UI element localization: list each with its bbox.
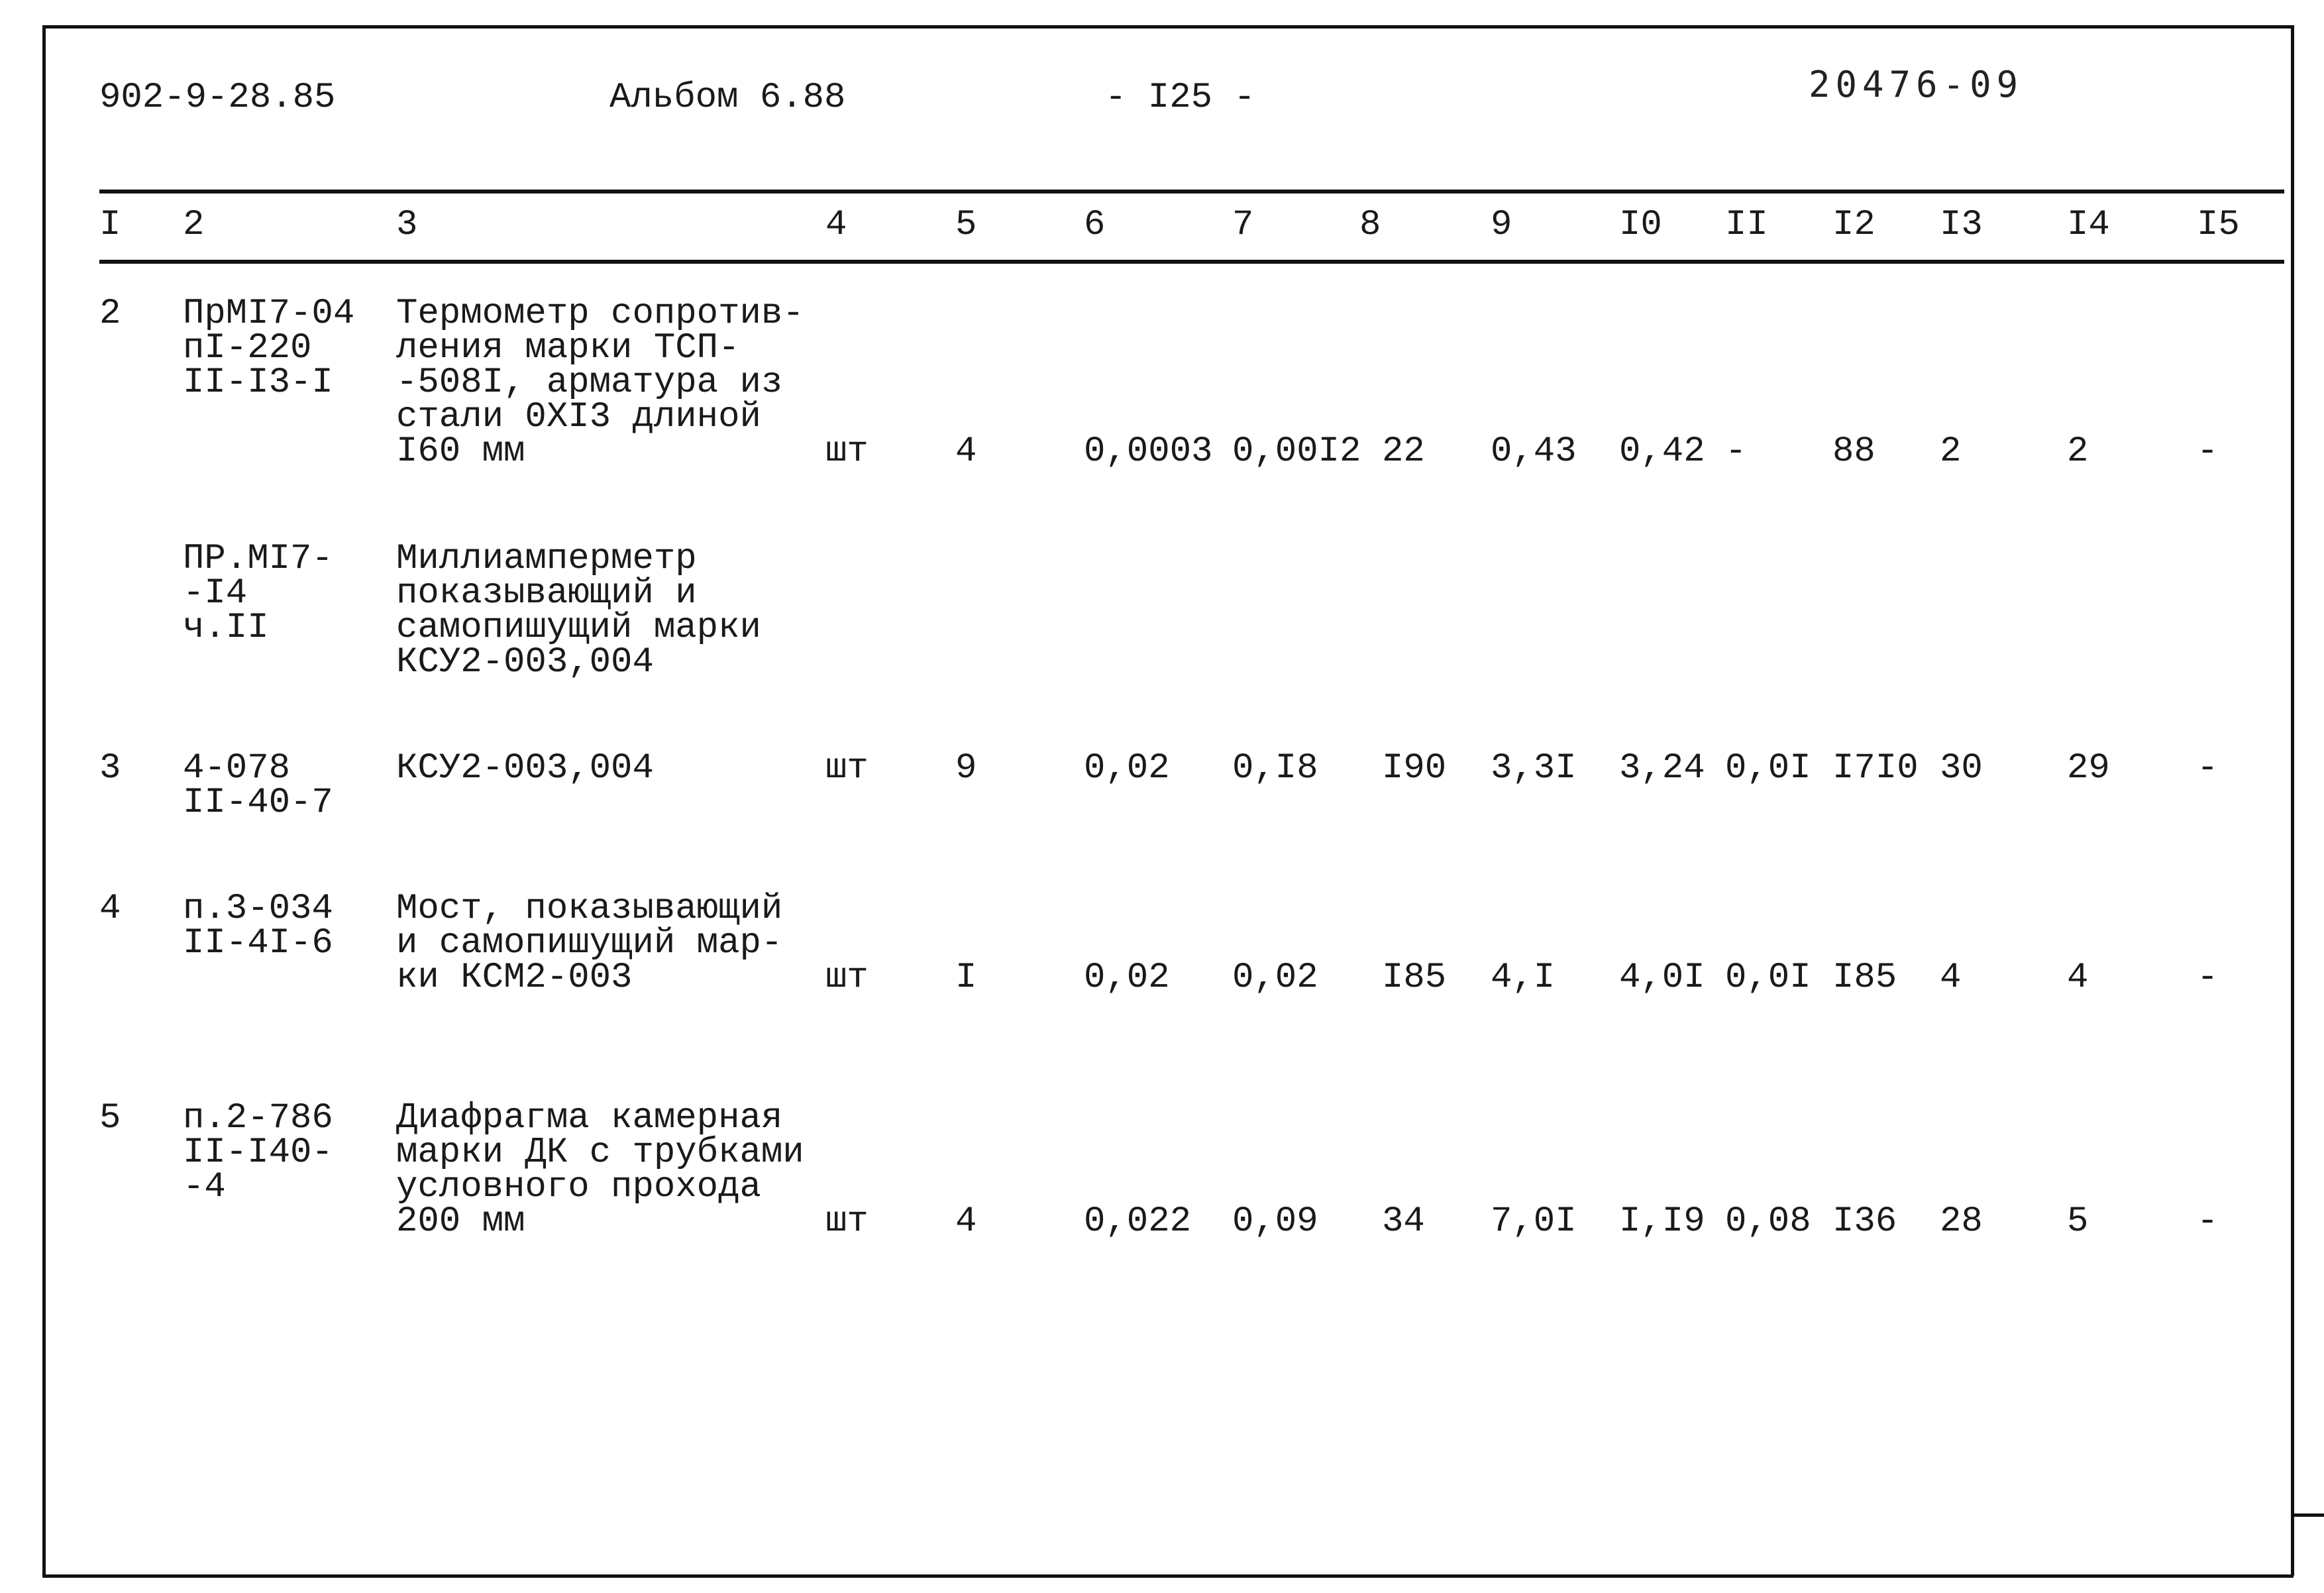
row-position: 3 (99, 748, 121, 789)
row-col-7: 0,02 (1232, 958, 1318, 998)
row-description-line: марки ДК с трубками (396, 1132, 804, 1173)
row-description-line: Термометр сопротив- (396, 294, 804, 334)
column-header-2: 2 (183, 205, 205, 245)
row-quantity: 4 (955, 431, 977, 472)
row-col-15: - (2197, 1201, 2219, 1242)
row-col-10: 3,24 (1619, 748, 1705, 789)
row-description (396, 294, 804, 472)
row-col-13: 4 (1940, 958, 1962, 998)
column-header-7: 7 (1232, 205, 1254, 245)
row-col-12: I36 (1832, 1201, 1897, 1242)
row-col-8: I85 (1382, 958, 1447, 998)
column-header-15: I5 (2197, 205, 2240, 245)
column-header-5: 5 (955, 205, 977, 245)
row-col-7: 0,I8 (1232, 748, 1318, 789)
frame-border-left (42, 25, 46, 1576)
row-col-8: I90 (1382, 748, 1447, 789)
row-unit: шт (825, 748, 869, 789)
row-reference (183, 1098, 333, 1207)
row-position: 2 (99, 294, 121, 334)
row-col-10: 0,42 (1619, 431, 1705, 472)
row-description-line: условного прохода (396, 1167, 761, 1207)
row-reference-line: пI-220 (183, 328, 312, 368)
row-col-6: 0,0003 (1084, 431, 1213, 472)
frame-border-top (42, 25, 2294, 28)
column-header-11: II (1725, 205, 1768, 245)
row-reference-line: 4-078 (183, 748, 291, 789)
row-col-13: 28 (1940, 1201, 1983, 1242)
column-header-10: I0 (1619, 205, 1662, 245)
row-col-11: 0,08 (1725, 1201, 1811, 1242)
row-description-line: КСУ2-003,004 (396, 642, 654, 683)
row-quantity: 9 (955, 748, 977, 789)
row-col-7: 0,00I2 (1232, 431, 1361, 472)
row-col-14: 2 (2067, 431, 2089, 472)
row-position: 4 (99, 889, 121, 929)
row-col-9: 4,I (1491, 958, 1556, 998)
row-col-10: I,I9 (1619, 1201, 1705, 1242)
row-unit: шт (825, 958, 869, 998)
table-rule-top (99, 190, 2284, 193)
row-reference-line: -I4 (183, 573, 248, 614)
row-description-line: КСУ2-003,004 (396, 748, 654, 789)
row-col-6: 0,022 (1084, 1201, 1192, 1242)
row-col-9: 0,43 (1491, 431, 1577, 472)
document-code: 902-9-28.85 (99, 78, 336, 118)
row-unit: шт (825, 1201, 869, 1242)
row-col-15: - (2197, 958, 2219, 998)
column-header-12: I2 (1832, 205, 1875, 245)
row-col-8: 34 (1382, 1201, 1425, 1242)
row-col-14: 5 (2067, 1201, 2089, 1242)
row-col-11: 0,0I (1725, 748, 1811, 789)
row-col-12: I85 (1832, 958, 1897, 998)
row-reference-line: II-I3-I (183, 362, 333, 403)
column-header-1: I (99, 205, 121, 245)
row-reference (183, 294, 355, 403)
row-quantity: I (955, 958, 977, 998)
row-description (396, 1098, 804, 1242)
row-col-13: 30 (1940, 748, 1983, 789)
row-description-line: самопишущий марки (396, 608, 761, 648)
row-description-line: Мост, показывающий (396, 889, 783, 929)
row-col-8: 22 (1382, 431, 1425, 472)
frame-border-bottom (42, 1574, 2294, 1578)
row-description-line: 200 мм (396, 1201, 525, 1242)
row-description-line: стали 0ХI3 длиной (396, 397, 761, 437)
row-reference-line: ПрМI7-04 (183, 294, 355, 334)
row-description-line: Диафрагма камерная (396, 1098, 783, 1138)
row-description-line: Миллиамперметр (396, 539, 697, 579)
row-reference-line: II-I40- (183, 1132, 333, 1173)
inventory-number: 20476-09 (1809, 64, 2024, 105)
row-reference (183, 889, 333, 963)
row-reference-line: ПР.МI7- (183, 539, 333, 579)
row-col-9: 3,3I (1491, 748, 1577, 789)
column-header-9: 9 (1491, 205, 1512, 245)
row-quantity: 4 (955, 1201, 977, 1242)
row-reference-line: п.3-034 (183, 889, 333, 929)
column-header-3: 3 (396, 205, 418, 245)
column-header-6: 6 (1084, 205, 1106, 245)
row-description (396, 539, 761, 683)
row-reference (183, 539, 333, 648)
column-header-14: I4 (2067, 205, 2110, 245)
page-number: - I25 - (1105, 78, 1255, 118)
row-col-15: - (2197, 748, 2219, 789)
row-col-11: - (1725, 431, 1747, 472)
row-col-9: 7,0I (1491, 1201, 1577, 1242)
table-rule-header (99, 260, 2284, 264)
row-col-7: 0,09 (1232, 1201, 1318, 1242)
column-header-8: 8 (1359, 205, 1381, 245)
row-col-12: I7I0 (1832, 748, 1919, 789)
row-reference-line: -4 (183, 1167, 226, 1207)
row-col-14: 4 (2067, 958, 2089, 998)
row-col-6: 0,02 (1084, 958, 1170, 998)
row-col-13: 2 (1940, 431, 1962, 472)
frame-border-right (2291, 25, 2294, 1576)
row-description-line: ления марки ТСП- (396, 328, 740, 368)
row-description-line: ки КСМ2-003 (396, 958, 633, 998)
row-reference-line: II-40-7 (183, 783, 333, 823)
row-col-12: 88 (1832, 431, 1875, 472)
row-reference-line: ч.II (183, 608, 269, 648)
row-description-line: и самопишущий мар- (396, 923, 783, 963)
row-reference-line: п.2-786 (183, 1098, 333, 1138)
row-col-6: 0,02 (1084, 748, 1170, 789)
row-position: 5 (99, 1098, 121, 1138)
row-description (396, 889, 783, 998)
row-description-line: показывающий и (396, 573, 697, 614)
row-unit: шт (825, 431, 869, 472)
frame-edge-tick (2294, 1513, 2324, 1517)
row-description-line: I60 мм (396, 431, 525, 472)
row-description (396, 748, 654, 789)
row-col-11: 0,0I (1725, 958, 1811, 998)
row-reference-line: II-4I-6 (183, 923, 333, 963)
column-header-4: 4 (825, 205, 847, 245)
row-col-14: 29 (2067, 748, 2110, 789)
column-header-13: I3 (1940, 205, 1983, 245)
row-reference (183, 748, 333, 823)
row-description-line: -508I, арматура из (396, 362, 783, 403)
row-col-15: - (2197, 431, 2219, 472)
row-col-10: 4,0I (1619, 958, 1705, 998)
album-number: Альбом 6.88 (609, 78, 846, 118)
